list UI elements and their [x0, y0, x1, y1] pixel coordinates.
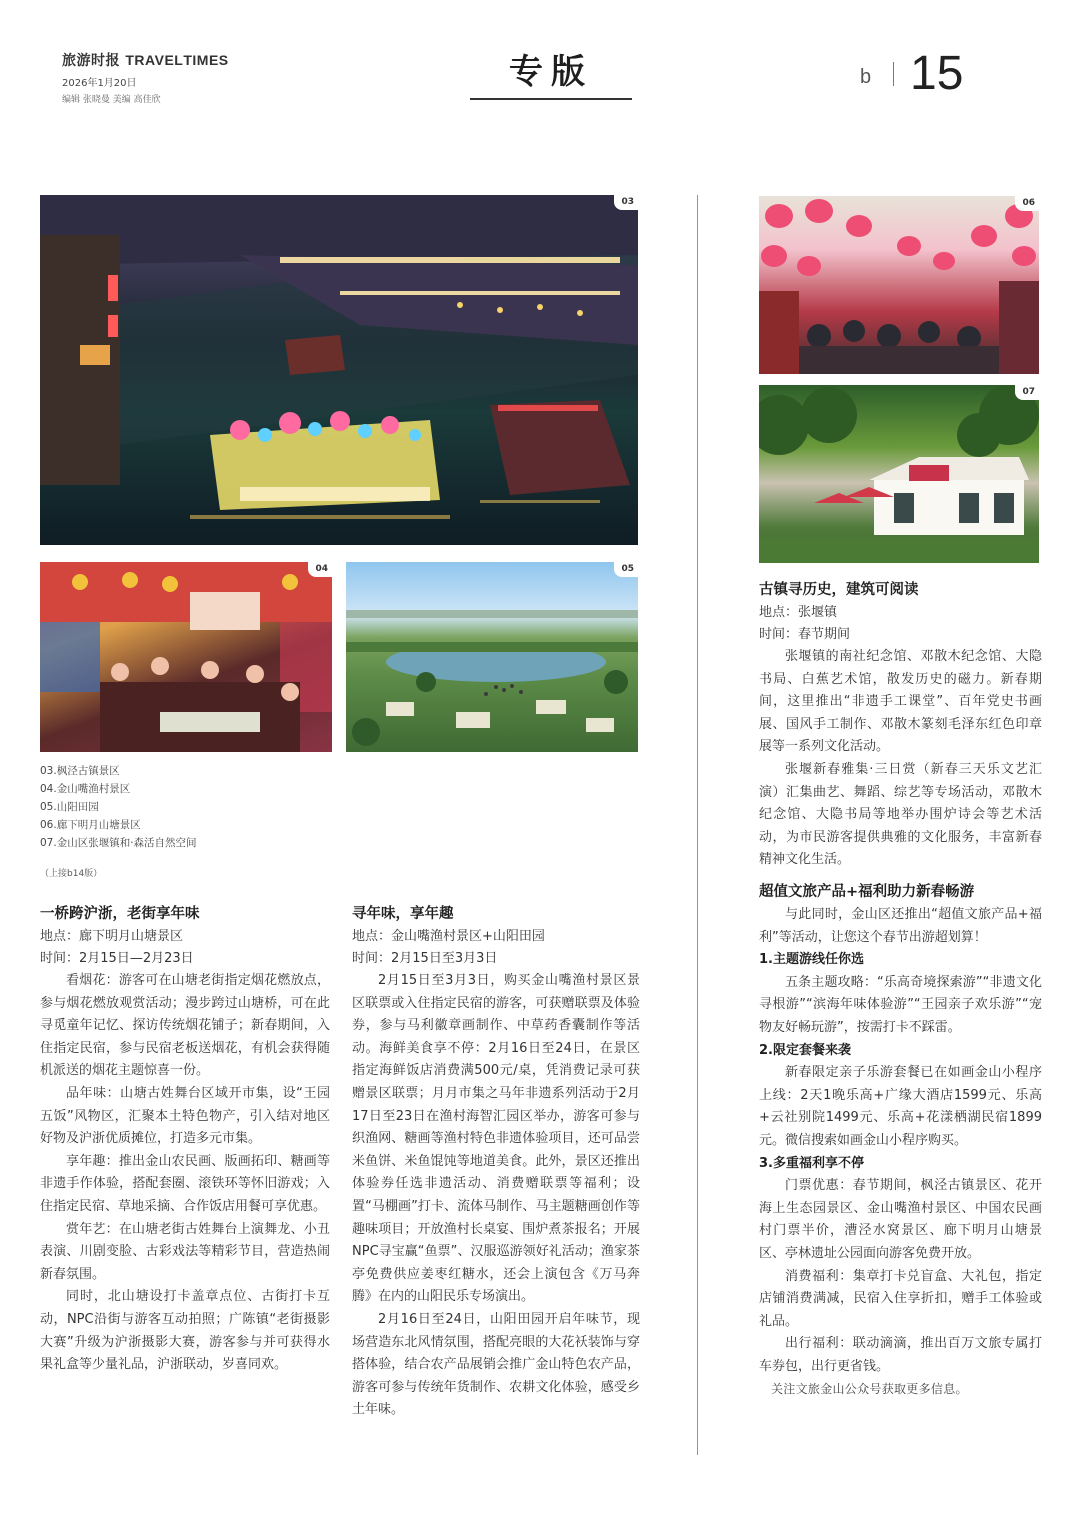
article-paragraph: 出行福利：联动滴滴，推出百万文旅专属打车券包，出行更省钱。 — [759, 1336, 1042, 1374]
article-location: 地点：张堰镇 — [759, 605, 838, 620]
article-paragraph: 赏年艺：在山塘老街古姓舞台上演舞龙、小丑表演、川剧变脸、古彩戏法等精彩节目，营造热闹新春氛围。 — [40, 1221, 330, 1282]
editor-credits: 编辑 张晓曼 美编 高佳欣 — [62, 95, 161, 105]
article-paragraph: 2月15日至3月3日，购买金山嘴渔村景区景区联票或入住指定民宿的游客，可获赠联票及体验券，参与马利徽章画制作、中草药香囊制作等活动。海鲜美食享不停：2月16日至24日，在景区指定海鲜饭店消费满500元/桌，凭消费记录可获赠景区联票；月月市集之马年非遗系列活动于2月17日至23日在渔村海智汇园区举办，游客可参与织渔网、糖画等渔村特色非遗体验项目，还可品尝米鱼饼、米鱼馄饨等地道美食。此外，景区还推出体验券任选非遗活动、消费赠联票等福利；设置“马棚画”打卡、流体马制作、马主题糖画创作等趣味项目；开放渔村长桌宴、围炉煮茶报名；开展NPC寻宝赢“鱼票”、汉服巡游领好礼活动；渔家茶亭免费供应姜枣红糖水，还会上演包含《万马奔腾》在内的山阳民乐专场演出。 — [352, 973, 640, 1305]
article-time: 时间：2月15日—2月23日 — [40, 951, 194, 966]
section-heading-benefits: 3.多重福利享不停 — [759, 1155, 864, 1171]
photo-fengjing-night-canal — [40, 195, 638, 545]
follow-account-note: 关注文旅金山公众号获取更多信息。 — [771, 1382, 968, 1397]
article-paragraph: 看烟花：游客可在山塘老街指定烟花燃放点，参与烟花燃放观赏活动；漫步跨过山塘桥，可在此寻觅童年记忆、探访传统烟花铺子；新春期间，入住指定民宿，参与民宿老板送烟花，有机会获得随机派送的烟花主题惊喜一份。 — [40, 973, 330, 1079]
article-paragraph: 同时，北山塘设打卡盖章点位、古街打卡互动，NPC沿街与游客互动拍照；广陈镇“老街摄影大赛”升级为沪浙摄影大赛，游客参与并可获得水果礼盒等少量礼品，沪浙联动，岁喜同欢。 — [40, 1289, 330, 1373]
article-time: 时间：2月15日至3月3日 — [352, 951, 498, 966]
photo-shantang-lanterns — [759, 196, 1039, 374]
photo-number-07: 07 — [1015, 385, 1039, 400]
article-title: 一桥跨沪浙，老街享年味 — [40, 906, 200, 922]
caption-05: 05.山阳田园 — [40, 801, 99, 813]
newspaper-logo — [62, 50, 229, 70]
article-location: 地点：廊下明月山塘景区 — [40, 929, 184, 944]
garden-house-illustration — [759, 385, 1039, 563]
article-paragraph: 张堰新春雅集·三日赏（新春三天乐文艺汇演）汇集曲艺、舞蹈、综艺等专场活动，邓散木纪念馆、大隐书局等地举办围炉诗会等艺术活动，为市民游客提供典雅的文化服务，丰富新春精神文化生活。 — [759, 761, 1042, 868]
logo-english-bold: TRAVEL — [125, 52, 184, 68]
article-title: 古镇寻历史，建筑可阅读 — [759, 582, 919, 598]
continued-from-note: （上接b14版） — [40, 869, 103, 879]
article-time: 时间：春节期间 — [759, 627, 851, 642]
issue-date: 2026年1月20日 — [62, 78, 137, 89]
article-ancient-town-history — [759, 578, 1042, 872]
article-paragraph: 门票优惠：春节期间，枫泾古镇景区、花开海上生态园景区、金山嘴渔村景区、中国农民画村门票半价，漕泾水窝景区、廊下明月山塘景区、亭林遗址公园面向游客免费开放。 — [759, 1178, 1042, 1261]
logo-english-light: TIMES — [183, 52, 229, 68]
section-heading-packages: 2.限定套餐来袭 — [759, 1042, 851, 1058]
article-title: 超值文旅产品+福利助力新春畅游 — [759, 884, 975, 900]
photo-captions — [40, 762, 197, 852]
caption-03: 03.枫泾古镇景区 — [40, 765, 120, 777]
article-value-products-benefits — [759, 880, 1042, 1401]
photo-jinshanzui-restaurant — [40, 562, 332, 752]
photo-number-05: 05 — [614, 562, 638, 577]
article-new-year-flavor — [352, 902, 640, 1422]
page-section-letter: b — [860, 66, 872, 88]
page-number: 15 — [910, 47, 964, 100]
photo-number-06: 06 — [1015, 196, 1039, 211]
article-intro: 与此同时，金山区还推出“超值文旅产品+福利”等活动，让您这个春节出游超划算！ — [759, 907, 1042, 945]
column-divider-rule — [697, 195, 698, 1455]
section-title: 专版 — [509, 52, 593, 92]
logo-chinese: 旅游时报 — [62, 53, 120, 69]
page-header — [0, 0, 1080, 110]
article-paragraph: 张堰镇的南社纪念馆、邓散木纪念馆、大隐书局、白蕉艺术馆，散发历史的磁力。新春期间，这里推出“非遗手工课堂”、百年党史书画展、国风手工制作、邓散木篆刻毛泽东红色印章展等一系列文化活动。 — [759, 649, 1042, 755]
photo-shanyang-aerial — [346, 562, 638, 752]
caption-07: 07.金山区张堰镇和·森活自然空间 — [40, 837, 197, 849]
masthead — [62, 50, 229, 105]
caption-04: 04.金山嘴渔村景区 — [40, 783, 131, 795]
night-canal-illustration — [40, 195, 638, 545]
photo-zhangyan-nature-space — [759, 385, 1039, 563]
article-paragraph: 享年趣：推出金山农民画、版画拓印、糖画等非遗手作体验，搭配套圈、滚铁环等怀旧游戏；入住指定民宿、草地采摘、合作饭店用餐可享优惠。 — [40, 1153, 330, 1214]
photo-number-04: 04 — [308, 562, 332, 577]
article-paragraph: 品年味：山塘古姓舞台区域开市集，设“王园五饭”风物区，汇聚本土特色物产，引入结对地区好物及沪浙优质摊位，打造多元市集。 — [40, 1085, 330, 1147]
page-tag-divider — [893, 62, 894, 86]
section-heading-routes: 1.主题游线任你选 — [759, 952, 864, 968]
article-paragraph: 消费福利：集章打卡兑盲盒、大礼包，指定店铺消费满减，民宿入住享折扣，赠手工体验或礼品。 — [759, 1268, 1042, 1329]
photo-number-03: 03 — [614, 195, 638, 210]
restaurant-illustration — [40, 562, 332, 752]
article-paragraph: 2月16日至24日，山阳田园开启年味节，现场营造东北风情氛围，搭配亮眼的大花袄装饰与穿搭体验，结合农产品展销会推广金山特色农产品，游客可参与传统年货制作、农耕文化体验，感受乡土年味。 — [352, 1311, 640, 1418]
caption-06: 06.廊下明月山塘景区 — [40, 819, 141, 831]
article-paragraph: 五条主题攻略：“乐高奇境探索游”“非遗文化寻根游”“滨海年味体验游”“王园亲子欢乐游”“宠物友好畅玩游”，按需打卡不踩雷。 — [759, 974, 1042, 1035]
lantern-street-illustration — [759, 196, 1039, 374]
article-title: 寻年味，享年趣 — [352, 906, 454, 922]
article-bridge-old-street — [40, 902, 330, 1377]
aerial-field-illustration — [346, 562, 638, 752]
article-paragraph: 新春限定亲子乐游套餐已在如画金山小程序上线：2天1晚乐高+广缘大酒店1599元、乐高+云社别院1499元、乐高+花漾栖湖民宿1899元。微信搜索如画金山小程序购买。 — [759, 1065, 1042, 1148]
article-location: 地点：金山嘴渔村景区+山阳田园 — [352, 929, 545, 944]
section-title-underline — [470, 98, 632, 100]
